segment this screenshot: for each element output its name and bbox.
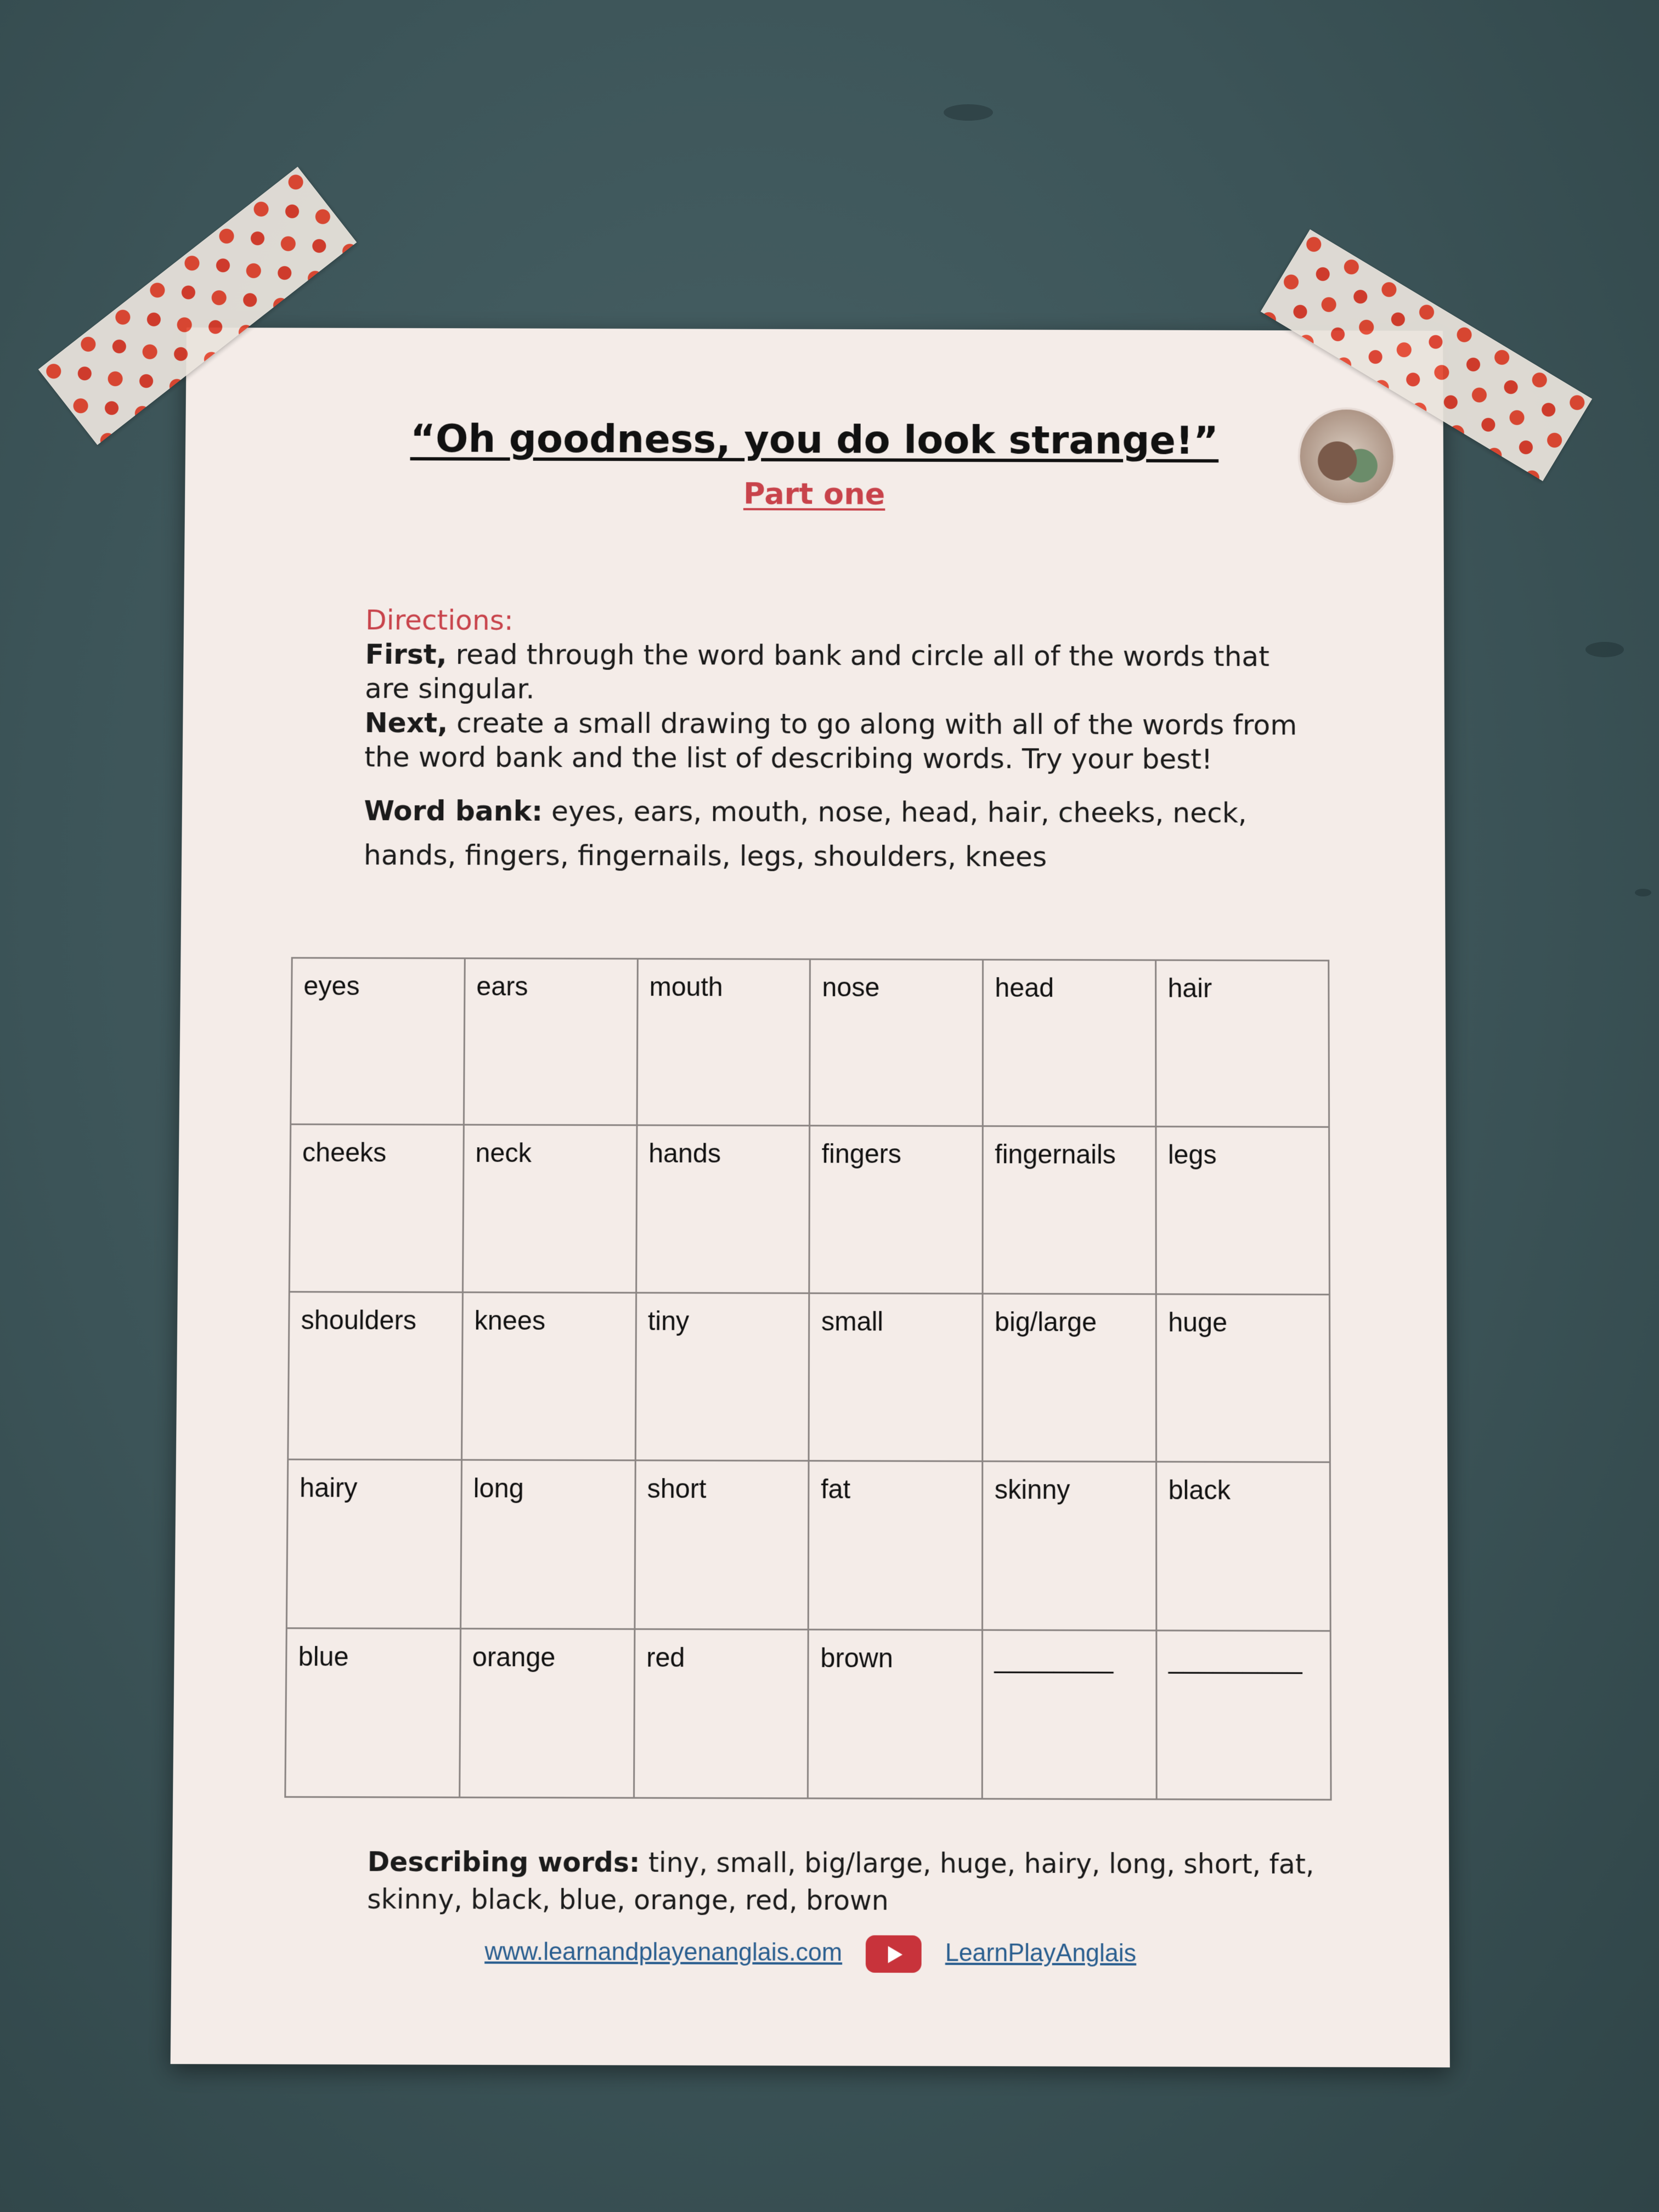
word-bank-list: eyes, ears, mouth, nose, head, hair, cheeks, neck, hands, fingers, fingernails, legs, shoulders, knees: [363, 795, 1247, 873]
word-bank: [364, 788, 1302, 879]
first-text: read through the word bank and circle all of the words that are singular.: [364, 638, 1269, 705]
table-row: [286, 1459, 1330, 1630]
grid-cell: nose: [810, 959, 983, 1126]
grid-cell: neck: [462, 1125, 636, 1293]
channel-link[interactable]: LearnPlayAnglais: [945, 1938, 1137, 1967]
next-bold: Next,: [364, 707, 448, 740]
table-row: [285, 1628, 1331, 1799]
drawing-grid: [284, 957, 1331, 1801]
worksheet-title: “Oh goodness, you do look strange!”: [410, 416, 1219, 464]
grid-cell: tiny: [635, 1293, 809, 1461]
grid-cell: red: [634, 1629, 809, 1798]
table-row: [289, 1125, 1329, 1295]
grid-cell: head: [983, 960, 1156, 1127]
directions-block: [364, 603, 1302, 880]
grid-cell: eyes: [291, 958, 465, 1125]
worksheet-paper: [171, 328, 1450, 2067]
word-bank-label: Word bank:: [364, 794, 543, 827]
first-instruction: [365, 637, 1301, 708]
next-instruction: [364, 706, 1301, 776]
directions-label: Directions:: [365, 604, 514, 637]
grid-cell: huge: [1156, 1294, 1330, 1463]
describing-list: tiny, small, big/large, huge, hairy, long, short, fat, skinny, black, blue, orange, red, brown: [367, 1847, 1314, 1917]
youtube-icon: [866, 1936, 922, 1973]
grid-cell: fingernails: [983, 1126, 1156, 1294]
grid-cell: black: [1156, 1462, 1330, 1631]
grid-cell: knees: [461, 1292, 636, 1460]
grid-cell: brown: [808, 1629, 983, 1799]
next-text: create a small drawing to go along with all of the words from the word bank and the list of describing words. Try your best!: [364, 707, 1297, 776]
wall-mark: [944, 104, 993, 121]
profile-logo-icon: [1297, 407, 1396, 505]
grid-cell: long: [460, 1460, 635, 1629]
footer: [171, 1933, 1449, 1974]
grid-cell: cheeks: [289, 1125, 464, 1293]
website-link[interactable]: www.learnandplayenanglais.com: [484, 1937, 843, 1966]
grid-cell: orange: [459, 1628, 634, 1798]
grid-cell: legs: [1156, 1127, 1329, 1295]
table-row: [288, 1291, 1330, 1462]
grid-cell: shoulders: [288, 1291, 462, 1460]
describing-words: [367, 1843, 1360, 1921]
grid-cell: fat: [809, 1461, 983, 1630]
grid-cell: big/large: [983, 1294, 1156, 1462]
grid-cell: small: [809, 1293, 983, 1462]
grid-cell: hair: [1156, 960, 1329, 1127]
grid-cell: blue: [285, 1628, 461, 1797]
grid-cell: fingers: [809, 1126, 983, 1294]
grid-cell: hands: [636, 1125, 810, 1293]
describing-label: Describing words:: [367, 1846, 640, 1879]
grid-cell: hairy: [286, 1459, 461, 1628]
grid-cell: _________: [1156, 1630, 1331, 1800]
grid-cell: mouth: [637, 959, 810, 1126]
grid-cell: skinny: [983, 1462, 1156, 1630]
worksheet-subtitle: Part one: [743, 476, 885, 511]
wall-mark: [1635, 889, 1651, 896]
grid-cell: ________: [983, 1630, 1157, 1799]
first-bold: First,: [365, 638, 447, 671]
wall-mark: [1585, 642, 1624, 657]
grid-cell: short: [635, 1460, 809, 1629]
grid-cell: ears: [464, 958, 637, 1126]
table-row: [291, 958, 1329, 1127]
